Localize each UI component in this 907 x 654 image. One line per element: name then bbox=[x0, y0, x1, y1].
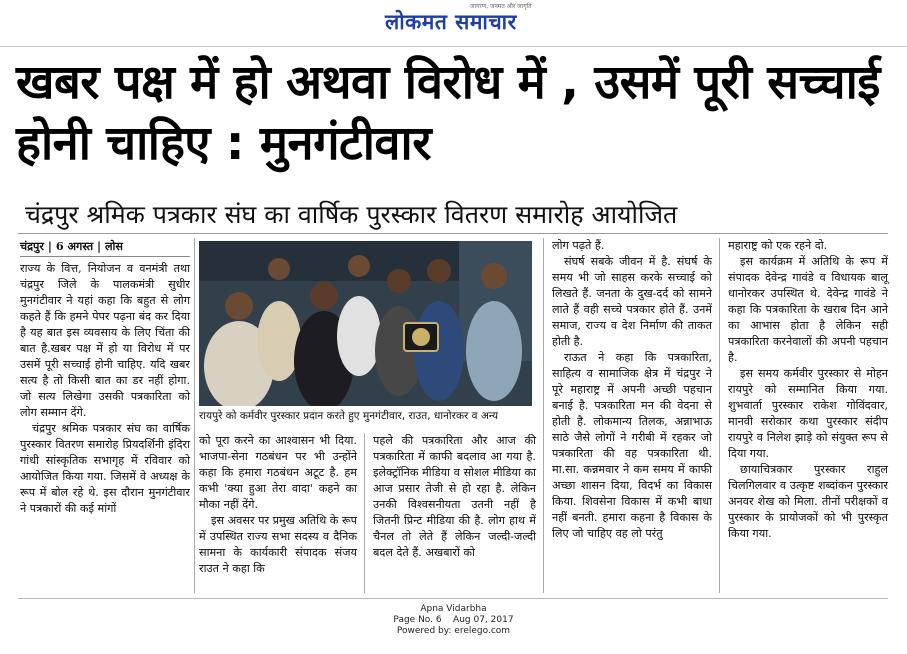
column-divider bbox=[543, 238, 544, 593]
paragraph: संघर्ष सबके जीवन में है. संघर्ष के समय भी जो साहस करके सच्चाई को लिखते हैं. जनता के दुख-दर्द को सामने लाते हैं वही सच्चे पत्रकार होते हैं. उनमें समाज, राज्य व देश निर्माण की ताकत होती है. bbox=[552, 255, 712, 348]
paragraph: इस समय कर्मवीर पुरस्कार से मोहन रायपुरे को सम्मानित किया गया. शुभवार्ता पुरस्कार राकेश गोविंदवार, मानवी सरोकार कथा पुरस्कार संदीप रायपुरे व निलेश झाड़े को संयुक्त रूप से दिया गया. bbox=[728, 367, 888, 460]
column-divider bbox=[194, 238, 195, 593]
paragraph: छायाचित्रकार पुरस्कार राहुल चिलगिलवार व उत्कृष्ट शब्दांकन पुरस्कार अनवर शेख को मिला. तीनों परीक्षकों व पुरस्कार के प्रायोजकों को भी पुरस्कृत किया गया. bbox=[728, 463, 888, 540]
footer-page-date: Page No. 6 Aug 07, 2017 bbox=[393, 615, 514, 625]
footer-powered-by: Powered by: erelego.com bbox=[396, 626, 511, 636]
photo-caption: रायपुरे को कर्मवीर पुरस्कार प्रदान करते हुए मुनगंटीवार, राउत, धानोरकर व अन्य bbox=[199, 410, 499, 422]
column-divider bbox=[364, 433, 365, 593]
article-column-1 bbox=[20, 238, 190, 517]
event-photo bbox=[199, 241, 532, 406]
paragraph: पहले की पत्रकारिता और आज की पत्रकारिता में काफी बदलाव आ गया है. इलेक्ट्रॉनिक मीडिया व सोशल मीडिया का आज प्रसार तेजी से हो रहा है. लेकिन उनकी विश्वसनीयता उतनी नहीं है जितनी प्रिन्ट मीडिया की है. लोग हाथ में चैनल तो लेते हैं लेकिन जल्दी-जल्दी बदल देते हैं. अखबारों को bbox=[373, 434, 536, 559]
subheadline: चंद्रपुर श्रमिक पत्रकार संघ का वार्षिक पुरस्कार वितरण समारोह आयोजित bbox=[25, 200, 678, 229]
footer-edition: Apna Vidarbha bbox=[420, 604, 487, 614]
paragraph: चंद्रपुर श्रमिक पत्रकार संघ का वार्षिक पुरस्कार वितरण समारोह प्रियदर्शिनी इंदिरा गांधी सांस्कृतिक सभागृह में रविवार को आयोजित किया गया. जिसमें वे अध्यक्ष के रूप में बोल रहे थे. इस दौरान मुनगंटीवार ने पत्रकारों की कई मांगों bbox=[20, 422, 190, 515]
paragraph: महाराष्ट्र को एक रहने दो. bbox=[728, 239, 828, 252]
page-footer bbox=[0, 604, 907, 637]
paragraph: इस अवसर पर प्रमुख अतिथि के रूप में उपस्थित राज्य सभा सदस्य व दैनिक सामना के कार्यकारी संपादक संजय राउत ने कहा कि bbox=[199, 514, 357, 575]
bottom-divider bbox=[18, 598, 888, 599]
article-column-4 bbox=[552, 238, 712, 542]
paragraph: को पूरा करने का आश्वासन भी दिया. भाजपा-सेना गठबंधन पर भी उन्होंने कहा कि हमारा गठबंधन अटूट है. हम कभी 'क्या हुआ तेरा वादा' कहने का मौका नहीं देंगे. bbox=[199, 434, 357, 511]
article-column-2 bbox=[199, 433, 357, 577]
article-column-5 bbox=[728, 238, 888, 542]
column-divider bbox=[719, 238, 720, 593]
masthead bbox=[0, 0, 907, 47]
newspaper-logo: लोकमत समाचार bbox=[385, 10, 517, 34]
masthead-tagline: जागरण, जनमत और जागृति bbox=[470, 3, 532, 10]
headline: खबर पक्ष में हो अथवा विरोध में , उसमें पूरी सच्चाई होनी चाहिए : मुनगंटीवार bbox=[16, 55, 880, 171]
divider bbox=[18, 233, 888, 234]
paragraph: राऊत ने कहा कि पत्रकारिता, साहित्य व सामाजिक क्षेत्र में चंद्रपुर ने पूरे महाराष्ट्र में अपनी अच्छी पहचान बनाई है. पत्रकारिता मन की वेदना से होती है. लोकमान्य तिलक, अन्नाभाऊ साठे जैसे लोगों ने गरीबी में रहकर जो पत्रकारिता की वह पत्रकारिता थी. मा.सा. कन्नमवार ने कम समय में काफी अच्छा शासन दिया, विदर्भ का विकास किया. शिवसेना विकास में कभी बाधा नहीं बनती. हमारा कहना है विकास के लिए जो चाहिए वह लो परंतु bbox=[552, 351, 712, 540]
article-column-3 bbox=[373, 433, 536, 561]
paragraph: लोग पढ़ते हैं. bbox=[552, 239, 605, 252]
dateline: चंद्रपुर | 6 अगस्त | लोस bbox=[20, 238, 190, 257]
award-ceremony-image bbox=[199, 241, 532, 406]
paragraph: राज्य के वित्त, नियोजन व वनमंत्री तथा चंद्रपुर जिले के पालकमंत्री सुधीर मुनगंटीवार ने यहां कहा कि बहुत से लोग कहते हैं कि हमने पेपर पढ़ना बंद कर दिया है यह बात इस व्यवसाय के लिए चिंता की बात है.खबर पक्ष में हो या विरोध में पर उसमें पूरी सच्चाई होनी चाहिए. यदि खबर सत्य है तो किसी बात का डर नहीं होगा. जो सत्य लिखेगा उसकी पत्रकारिता को लोग सम्मान देंगे. bbox=[20, 262, 190, 419]
paragraph: इस कार्यक्रम में अतिथि के रूप में संपादक देवेन्द्र गावंडे व विधायक बालू धानोरकर उपस्थित थे. देवेन्द्र गावंडे ने कहा कि पत्रकारिता के खराब दिन आने का आभास होता है लेकिन सही पत्रकारिता करनेवालों की अपनी पहचान है. bbox=[728, 255, 888, 364]
